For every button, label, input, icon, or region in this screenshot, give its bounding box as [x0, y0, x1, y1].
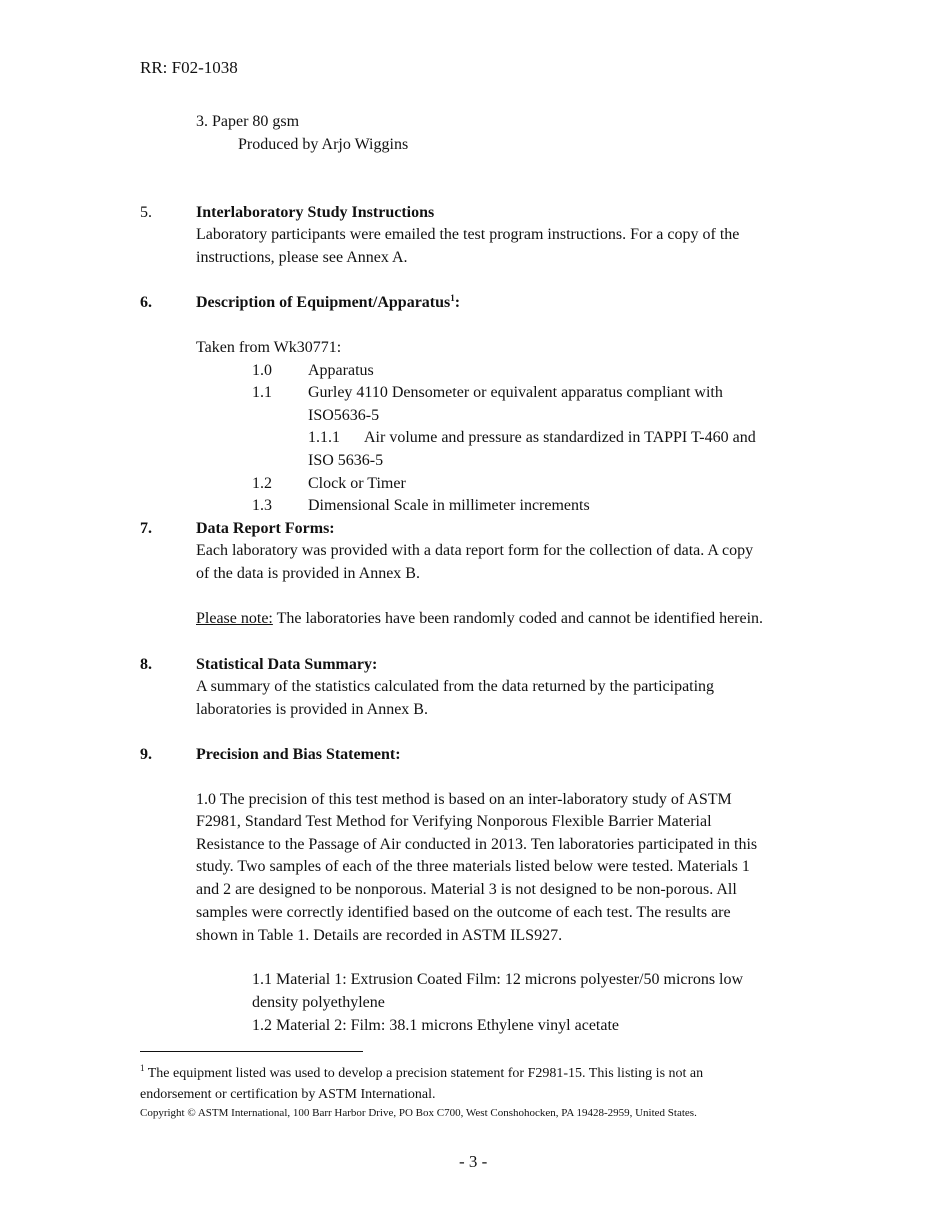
section-8-line-1: A summary of the statistics calculated from the data returned by the participating: [196, 678, 715, 695]
precision-para-line: shown in Table 1. Details are recorded in ASTM ILS927.: [196, 927, 563, 944]
apparatus-item-text: Apparatus: [308, 362, 374, 379]
section-5-title: Interlaboratory Study Instructions: [196, 204, 435, 221]
section-6-number: 6.: [140, 294, 152, 311]
precision-para-line: samples were correctly identified based on the outcome of each test. The results are: [196, 904, 731, 921]
precision-para-line: 1.0 The precision of this test method is based on an inter-laboratory study of ASTM: [196, 791, 732, 808]
material-3-item: 3. Paper 80 gsm: [196, 113, 300, 130]
note-text: The laboratories have been randomly coded and cannot be identified herein.: [272, 610, 764, 627]
copyright-notice: Copyright © ASTM International, 100 Barr Harbor Drive, PO Box C700, West Conshohocken, PA 19428-2959, United States.: [140, 1107, 697, 1119]
section-5-line-1: Laboratory participants were emailed the test program instructions. For a copy of the: [196, 226, 740, 243]
section-6-source: Taken from Wk30771:: [196, 339, 342, 356]
apparatus-item-number: 1.0: [252, 362, 272, 379]
section-7-title: Data Report Forms:: [196, 520, 335, 537]
precision-para-line: Resistance to the Passage of Air conducted in 2013. Ten laboratories participated in this: [196, 836, 758, 853]
precision-para-line: and 2 are designed to be nonporous. Material 3 is not designed to be non-porous. All: [196, 881, 737, 898]
footnote-line-1: [140, 1063, 704, 1081]
apparatus-item-number: 1.2: [252, 475, 272, 492]
apparatus-item-text: Clock or Timer: [308, 475, 406, 492]
section-8-number: 8.: [140, 656, 152, 673]
section-9-title: Precision and Bias Statement:: [196, 746, 401, 763]
section-7-number: 7.: [140, 520, 152, 537]
precision-para-line: study. Two samples of each of the three materials listed below were tested. Materials 1: [196, 858, 750, 875]
section-6-title: Description of Equipment/Apparatus: [196, 294, 451, 311]
material-line: density polyethylene: [252, 994, 385, 1011]
section-6-heading: [196, 295, 460, 311]
section-7-note: [196, 611, 763, 627]
section-8-title: Statistical Data Summary:: [196, 656, 378, 673]
report-id: RR: F02-1038: [140, 58, 238, 77]
section-5-line-2: instructions, please see Annex A.: [196, 249, 408, 266]
material-line: 1.2 Material 2: Film: 38.1 microns Ethylene vinyl acetate: [252, 1017, 620, 1034]
apparatus-subitem-continuation: ISO 5636-5: [308, 452, 384, 469]
material-3-producer: Produced by Arjo Wiggins: [238, 136, 409, 153]
footnote-reference: 1: [450, 293, 455, 303]
footnote-text: The equipment listed was used to develop a precision statement for F2981-15. This listing is not an: [144, 1066, 704, 1081]
apparatus-item-number: 1.3: [252, 497, 272, 514]
section-9-number: 9.: [140, 746, 152, 763]
page-number: - 3 -: [459, 1152, 488, 1171]
apparatus-item-text: Gurley 4110 Densometer or equivalent apparatus compliant with: [308, 384, 723, 401]
apparatus-item-continuation: ISO5636-5: [308, 407, 380, 424]
footnote-line-2: endorsement or certification by ASTM International.: [140, 1087, 436, 1102]
section-5-number: 5.: [140, 204, 152, 221]
apparatus-subitem-number: 1.1.1: [308, 429, 340, 446]
section-6-title-suffix: :: [454, 294, 461, 311]
section-8-line-2: laboratories is provided in Annex B.: [196, 701, 428, 718]
apparatus-item-number: 1.1: [252, 384, 272, 401]
footnote-divider: [140, 1051, 363, 1052]
section-7-line-1: Each laboratory was provided with a data report form for the collection of data. A copy: [196, 542, 754, 559]
apparatus-item-text: Dimensional Scale in millimeter increments: [308, 497, 590, 514]
section-7-line-2: of the data is provided in Annex B.: [196, 565, 420, 582]
note-label: Please note:: [196, 610, 273, 627]
material-line: 1.1 Material 1: Extrusion Coated Film: 12 microns polyester/50 microns low: [252, 971, 744, 988]
footnote-marker: 1: [140, 1063, 145, 1073]
apparatus-subitem-text: Air volume and pressure as standardized in TAPPI T-460 and: [364, 429, 756, 446]
precision-para-line: F2981, Standard Test Method for Verifying Nonporous Flexible Barrier Material: [196, 813, 712, 830]
